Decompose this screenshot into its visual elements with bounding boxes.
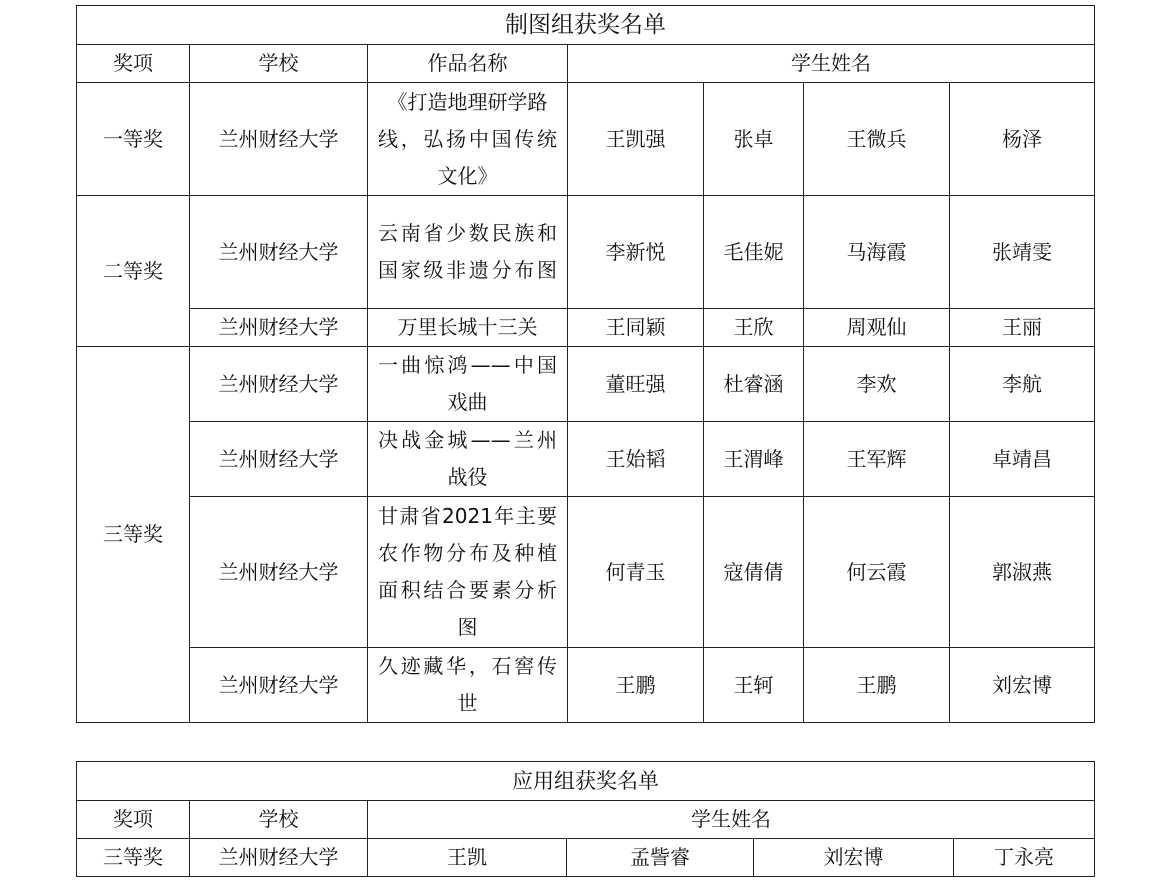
student-cell: 杜睿涵 [704,347,804,422]
table-row [77,196,1095,309]
work-line: 戏曲 [447,390,488,414]
table-title: 制图组获奖名单 [77,6,1095,45]
student-cell: 王渭峰 [704,422,804,497]
student-cell: 王微兵 [804,83,950,196]
table-application-group [76,761,1095,877]
header-school: 学校 [190,45,368,83]
header-school: 学校 [190,801,368,839]
student-cell: 马海霞 [804,196,950,309]
student-cell: 卓靖昌 [950,422,1095,497]
table-row [77,422,1095,497]
header-work: 作品名称 [368,45,568,83]
student-cell: 周观仙 [804,309,950,347]
award-cell: 一等奖 [77,83,190,196]
table-row [77,839,1095,877]
student-cell: 王轲 [704,648,804,723]
award-cell: 三等奖 [77,347,190,723]
work-line: 一曲惊鸿——中国 [378,353,557,377]
work-cell [368,347,568,422]
table-row [77,83,1095,196]
student-cell: 张卓 [704,83,804,196]
student-cell: 刘宏博 [754,839,954,877]
school-cell: 兰州财经大学 [190,309,368,347]
student-cell: 孟訾睿 [567,839,754,877]
work-cell [368,83,568,196]
student-cell: 何云霞 [804,497,950,648]
student-cell: 王欣 [704,309,804,347]
work-line: 甘肃省2021年主要 [378,504,557,528]
table-row [77,309,1095,347]
award-cell: 三等奖 [77,839,190,877]
table-row [77,347,1095,422]
work-line: 云南省少数民族和 [378,221,557,245]
header-award: 奖项 [77,801,190,839]
work-line: 《打造地理研学路 [387,89,548,114]
header-students: 学生姓名 [568,45,1095,83]
award-cell: 二等奖 [77,196,190,347]
student-cell: 王凯强 [568,83,704,196]
work-line: 万里长城十三关 [397,315,538,339]
table-row [77,497,1095,648]
student-cell: 张靖雯 [950,196,1095,309]
work-line: 久迹藏华，石窖传 [378,654,557,678]
work-cell [368,497,568,648]
work-line: 文化》 [437,163,498,188]
student-cell: 毛佳妮 [704,196,804,309]
student-cell: 王同颖 [568,309,704,347]
school-cell: 兰州财经大学 [190,422,368,497]
school-cell: 兰州财经大学 [190,347,368,422]
table-title: 应用组获奖名单 [77,762,1095,801]
student-cell: 董旺强 [568,347,704,422]
student-cell: 李欢 [804,347,950,422]
work-line: 面积结合要素分析 [378,578,557,602]
student-cell: 刘宏博 [950,648,1095,723]
header-students: 学生姓名 [368,801,1095,839]
work-line: 线，弘扬中国传统 [378,126,557,151]
student-cell: 王凯 [368,839,567,877]
school-cell: 兰州财经大学 [190,648,368,723]
work-cell [368,422,568,497]
student-cell: 王鹏 [568,648,704,723]
work-cell [368,196,568,309]
work-line: 图 [457,615,478,639]
work-line: 世 [457,691,478,715]
student-cell: 杨泽 [950,83,1095,196]
table-drawing-group [76,5,1095,723]
work-line: 国家级非遗分布图 [378,258,557,282]
student-cell: 王丽 [950,309,1095,347]
school-cell: 兰州财经大学 [190,839,368,877]
header-award: 奖项 [77,45,190,83]
student-cell: 李新悦 [568,196,704,309]
work-line: 战役 [447,465,488,489]
student-cell: 寇倩倩 [704,497,804,648]
work-line: 农作物分布及种植 [378,541,557,565]
student-cell: 王军辉 [804,422,950,497]
student-cell: 李航 [950,347,1095,422]
work-line: 决战金城——兰州 [378,428,557,452]
student-cell: 郭淑燕 [950,497,1095,648]
student-cell: 王始韬 [568,422,704,497]
student-cell: 丁永亮 [954,839,1095,877]
work-cell [368,648,568,723]
school-cell: 兰州财经大学 [190,83,368,196]
school-cell: 兰州财经大学 [190,196,368,309]
student-cell: 何青玉 [568,497,704,648]
work-cell [368,309,568,347]
table-row [77,648,1095,723]
school-cell: 兰州财经大学 [190,497,368,648]
student-cell: 王鹏 [804,648,950,723]
